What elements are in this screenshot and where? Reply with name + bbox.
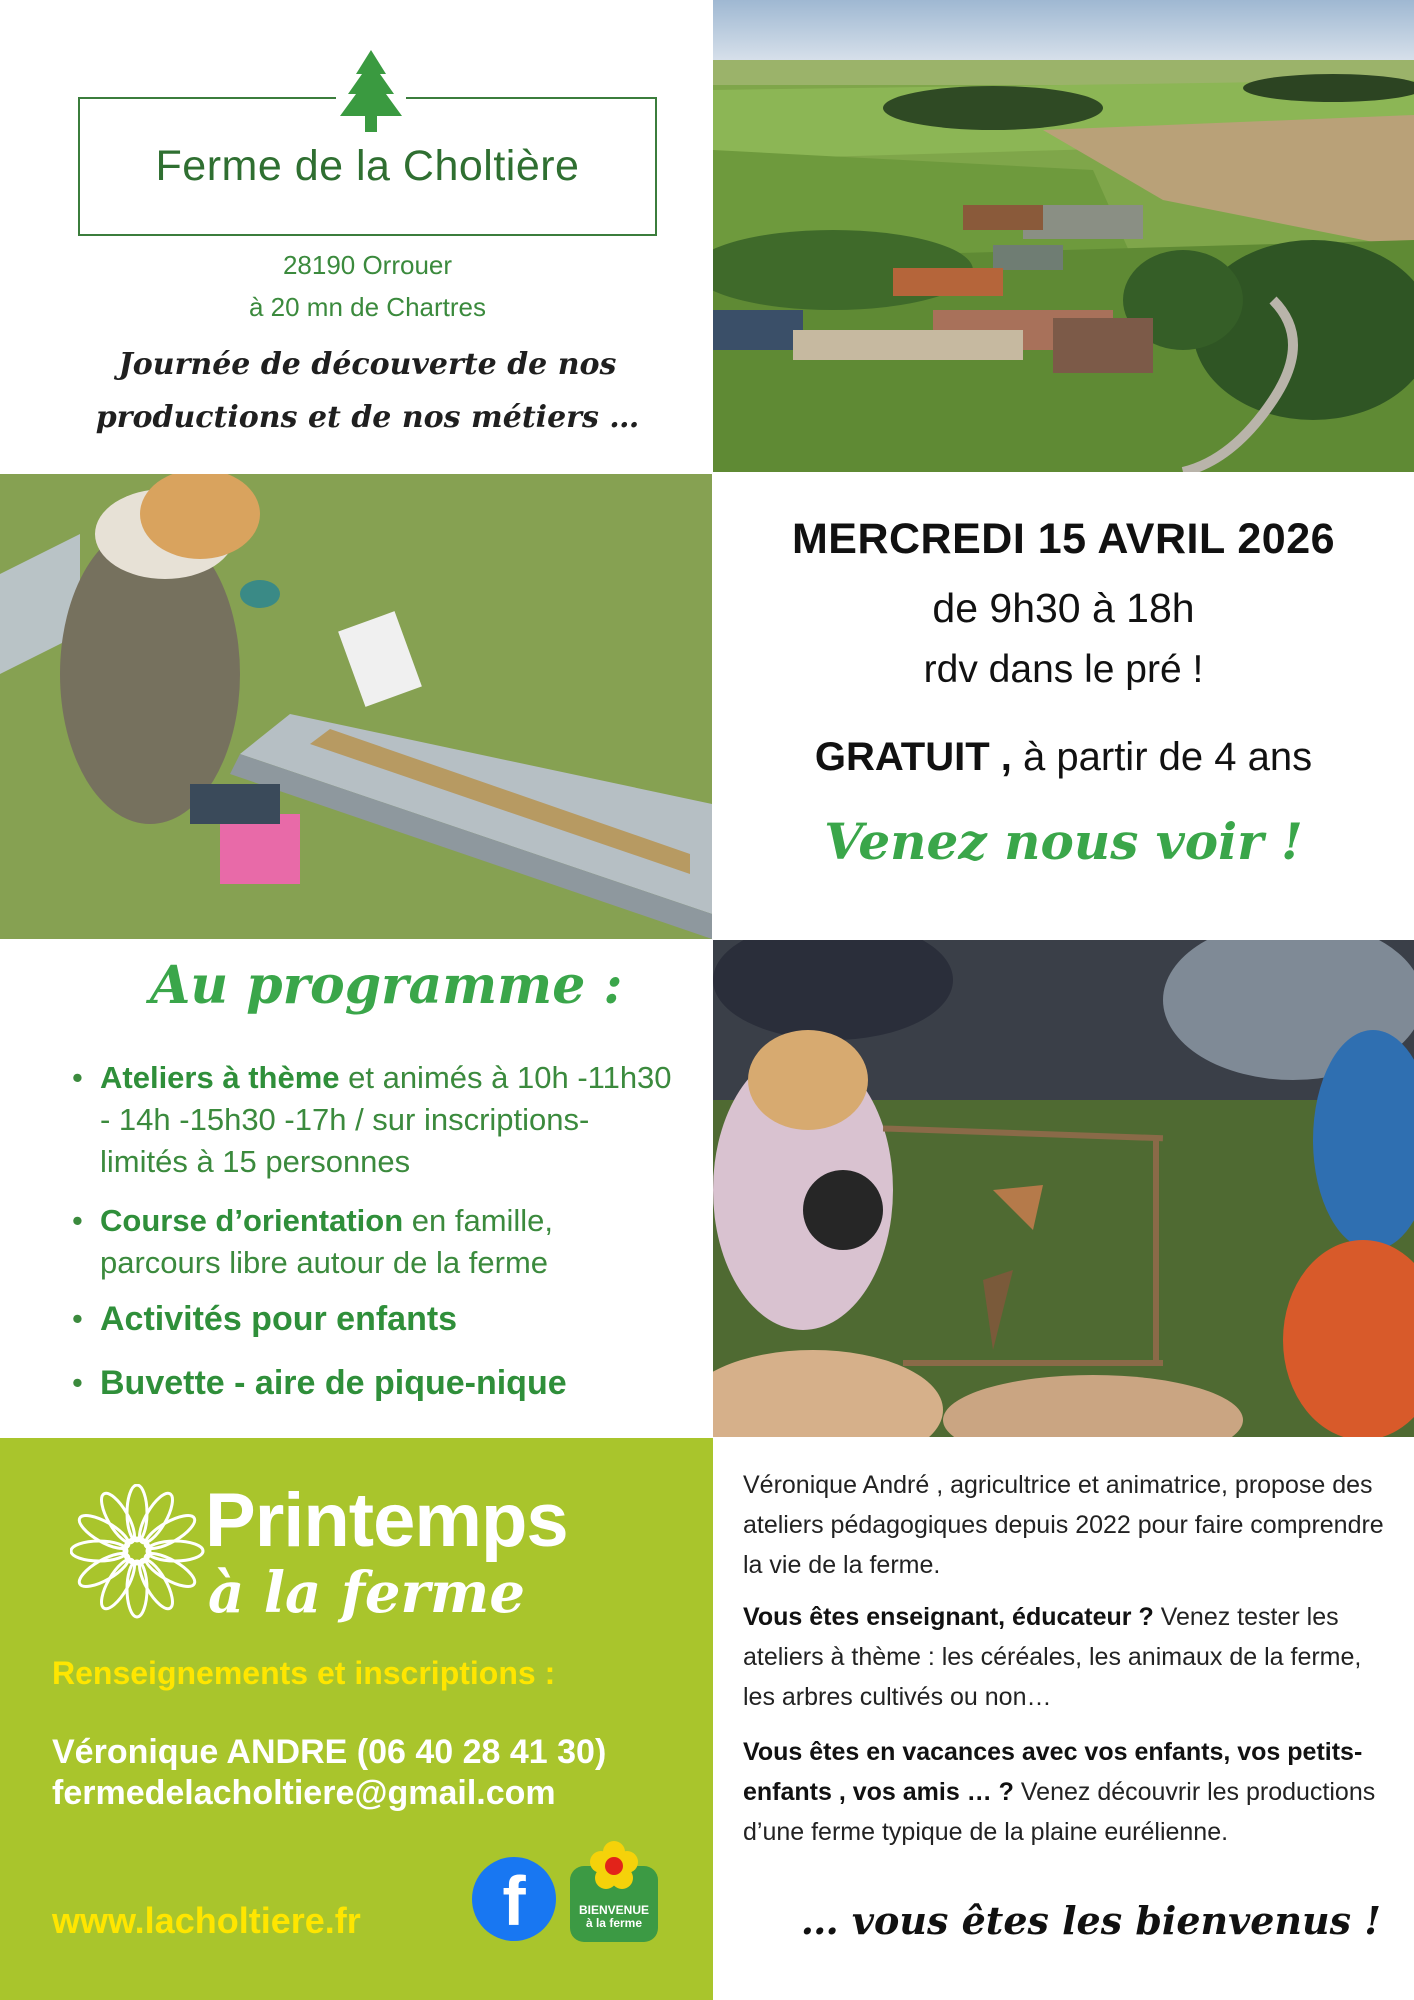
bullet-dot-icon: • <box>72 1203 83 1238</box>
programme-item <box>72 1057 672 1183</box>
brand-a-la-ferme: à la ferme <box>208 1560 525 1626</box>
child-feeding-photo <box>0 474 712 939</box>
bienvenue-line2: à la ferme <box>585 1916 643 1930</box>
brand-printemps: Printemps <box>205 1478 568 1563</box>
farm-name: Ferme de la Choltière <box>155 142 580 190</box>
bullet-dot-icon: • <box>72 1060 83 1095</box>
event-meeting-point: rdv dans le pré ! <box>923 648 1204 691</box>
bullet-dot-icon: • <box>72 1301 83 1336</box>
event-hours: de 9h30 à 18h <box>932 585 1195 631</box>
description-paragraph: Véronique André , agricultrice et animatrice, propose des ateliers pédagogiques depuis 2022 pour faire comprendre la vie de la ferme. <box>743 1471 1384 1579</box>
description-teachers <box>743 1597 1388 1717</box>
programme-item-bold: Course d’orientation <box>100 1203 404 1238</box>
teachers-text: Venez tester les ateliers à thème : les céréales, les animaux de la ferme, les arbres cultivés ou non… <box>743 1603 1362 1711</box>
programme-item-text: et animés à 10h -11h30 - 14h -15h30 -17h / sur inscriptions- limités à 15 personnes <box>100 1060 672 1179</box>
programme-item <box>72 1200 672 1284</box>
facebook-icon[interactable] <box>472 1857 556 1941</box>
tagline-line1: Journée de découverte de nos <box>118 347 617 382</box>
event-price <box>713 735 1414 780</box>
workshop-children-photo <box>713 940 1414 1437</box>
call-to-action: Venez nous voir ! <box>824 812 1303 871</box>
programme-item-bold: Ateliers à thème <box>100 1060 340 1095</box>
tree-icon <box>336 48 406 136</box>
bullet-dot-icon: • <box>72 1365 83 1400</box>
tagline-line2: productions et de nos métiers … <box>95 400 640 435</box>
price-age-label: à partir de 4 ans <box>1011 735 1313 779</box>
programme-title: Au programme : <box>150 955 623 1016</box>
contact-email[interactable]: fermedelacholtiere@gmail.com <box>52 1774 556 1812</box>
website-link[interactable]: www.lacholtiere.fr <box>52 1900 361 1941</box>
families-question: Vous êtes en vacances avec vos enfants, vos petits-enfants , vos amis … ? <box>743 1738 1363 1806</box>
families-text: Venez découvrir les productions d’une ferme typique de la plaine eurélienne. <box>743 1778 1376 1846</box>
programme-item <box>72 1362 712 1404</box>
contact-name-phone[interactable]: Véronique ANDRE (06 40 28 41 30) <box>52 1733 607 1771</box>
facebook-glyph: f <box>502 1862 526 1940</box>
info-title: Renseignements et inscriptions : <box>52 1655 556 1691</box>
programme-item-bold: Activités pour enfants <box>100 1300 458 1338</box>
bienvenue-line1: BIENVENUE <box>578 1903 649 1917</box>
price-free-label: GRATUIT , <box>814 735 1012 779</box>
distance-line: à 20 mn de Chartres <box>248 292 486 322</box>
teachers-question: Vous êtes enseignant, éducateur ? <box>743 1603 1154 1631</box>
aerial-farm-photo <box>713 0 1414 472</box>
bienvenue-logo <box>566 1836 662 1946</box>
programme-item-bold: Buvette - aire de pique-nique <box>100 1364 567 1402</box>
closing-message: … vous êtes les bienvenus ! <box>800 1898 1381 1943</box>
address-line: 28190 Orrouer <box>282 250 453 280</box>
flower-icon <box>70 1484 205 1619</box>
programme-item <box>72 1298 692 1340</box>
programme-item-text: en famille, parcours libre autour de la ferme <box>100 1203 554 1280</box>
event-date: MERCREDI 15 AVRIL 2026 <box>791 515 1336 563</box>
bienvenue-text <box>566 1904 662 1930</box>
description-families <box>743 1732 1388 1852</box>
